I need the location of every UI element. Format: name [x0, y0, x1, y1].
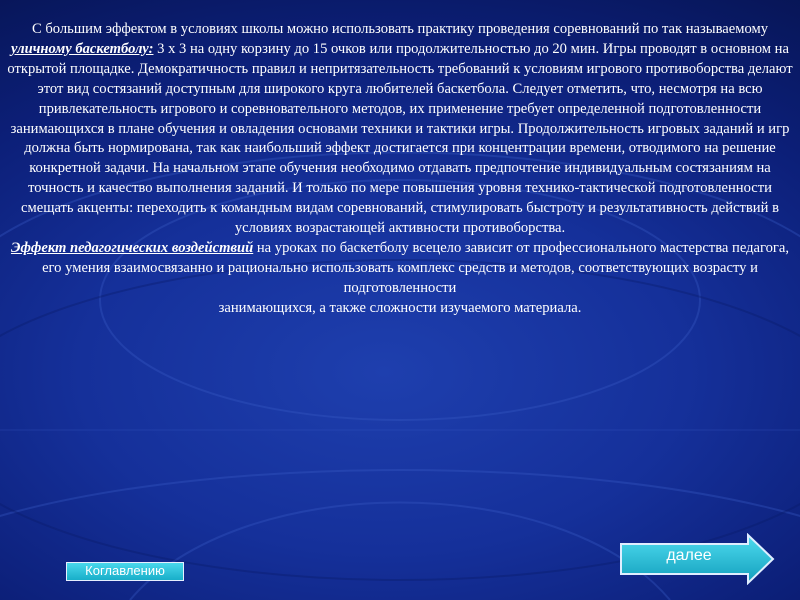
- next-button[interactable]: [619, 533, 776, 585]
- p2-text-end: занимающихся, а также сложности изучаемого материала.: [218, 299, 582, 316]
- table-of-contents-button[interactable]: [66, 562, 184, 581]
- pedagogical-effect-term: Эффект педагогических воздействий: [10, 239, 254, 256]
- body-text: [6, 20, 794, 319]
- table-of-contents-label: Коглавлению: [85, 563, 165, 578]
- next-label: далее: [666, 547, 712, 564]
- p2-text-start: на уроках по баскетболу всецело зависит от профессионального мастерства педагога, его умения взаимосвязанно и рационально использовать комплекс средств и методов, соответствующих возрасту и подготовленности: [42, 239, 790, 296]
- p1-text-rest: 3 х 3 на одну корзину до 15 очков или продолжительностью до 20 мин. Игры проводят в основном на открытой площадке. Демократичность правил и непритязательность требований к условиям игрового противоборства делают этот вид состязаний доступным для широкого круга любителей баскетбола. Следует отметить, что, несмотря на всю привлекательность игрового и соревновательного методов, их применение требует определенной подготовленности занимающихся в плане обучения и овладения основами техники и тактики игры. Продолжительность игровых заданий и игр должна быть нормирована, так как наибольший эффект достигается при концентрации времени, отводимого на решение конкретной задачи. На начальном этапе обучения необходимо отдавать предпочтение индивидуальным состязаниям на точность и качество выполнения заданий. И только по мере повышения уровня технико-тактической подготовленности смещать акценты: переходить к командным видам соревнований, стимулировать быстроту и результативность действий в условиях возрастающей активности противоборства.: [7, 40, 793, 237]
- p1-text-start: С большим эффектом в условиях школы можно использовать практику проведения соревнований по так называемому: [31, 21, 769, 37]
- street-basketball-term: уличному баскетболу:: [11, 40, 154, 57]
